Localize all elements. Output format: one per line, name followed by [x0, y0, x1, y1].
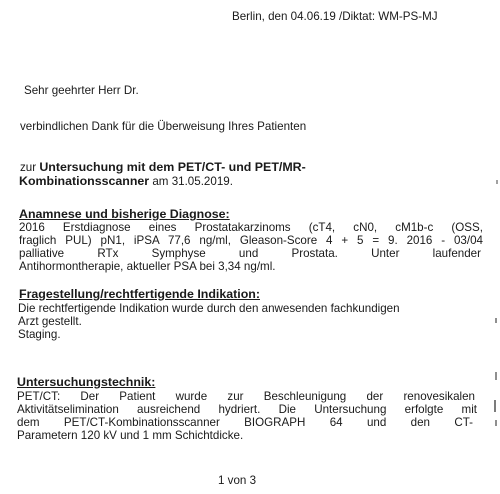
page-number: 1 von 3	[218, 474, 257, 487]
scan-artifact	[495, 318, 497, 323]
thanks-line: verbindlichen Dank für die Überweisung Ihres Patienten	[20, 120, 307, 133]
technik-line-1: PET/CT: Der Patient wurde zur Beschleunigung der renovesikalen	[17, 390, 475, 403]
exam-line-2	[19, 175, 233, 188]
anamnese-line-4: Antihormontherapie, aktueller PSA bei 3,34 ng/ml.	[19, 260, 276, 273]
exam-date: am 31.05.2019.	[149, 175, 233, 188]
fragestellung-heading: Fragestellung/rechtfertigende Indikation:	[19, 287, 260, 301]
scan-artifact	[495, 420, 497, 426]
scan-artifact	[496, 180, 498, 184]
exam-line-1	[20, 161, 306, 174]
scan-artifact	[495, 372, 497, 380]
anamnese-line-3: palliative RTx Symphyse und Prostata. Unter laufender	[19, 247, 481, 260]
salutation: Sehr geehrter Herr Dr.	[24, 84, 139, 97]
fragestellung-line-1: Die rechtfertigende Indikation wurde durch den anwesenden fachkundigen	[18, 302, 400, 315]
anamnese-heading: Anamnese und bisherige Diagnose:	[19, 207, 230, 221]
technik-line-4: Parametern 120 kV und 1 mm Schichtdicke.	[17, 429, 244, 442]
fragestellung-line-3: Staging.	[18, 328, 61, 341]
exam-title-1: Untersuchung mit dem PET/CT- und PET/MR-	[39, 160, 306, 174]
technik-line-2: Aktivitätselimination ausreichend hydriert. Die Untersuchung erfolgte mit	[17, 403, 477, 416]
scan-artifact	[494, 400, 496, 412]
technik-line-3: dem PET/CT-Kombinationsscanner BIOGRAPH 64 und den CT-	[17, 416, 473, 429]
header-date-dictation: Berlin, den 04.06.19 /Diktat: WM-PS-MJ	[232, 10, 438, 23]
technik-heading: Untersuchungstechnik:	[17, 375, 156, 389]
fragestellung-line-2: Arzt gestellt.	[18, 315, 82, 328]
anamnese-line-2: fraglich PUL) pN1, iPSA 77,6 ng/ml, Gleason-Score 4 + 5 = 9. 2016 - 03/04	[19, 234, 483, 247]
exam-prefix: zur	[20, 161, 40, 174]
exam-title-2: Kombinationsscanner	[19, 174, 150, 188]
anamnese-line-1: 2016 Erstdiagnose eines Prostatakarzinoms (cT4, cN0, cM1b-c (OSS,	[19, 221, 483, 234]
